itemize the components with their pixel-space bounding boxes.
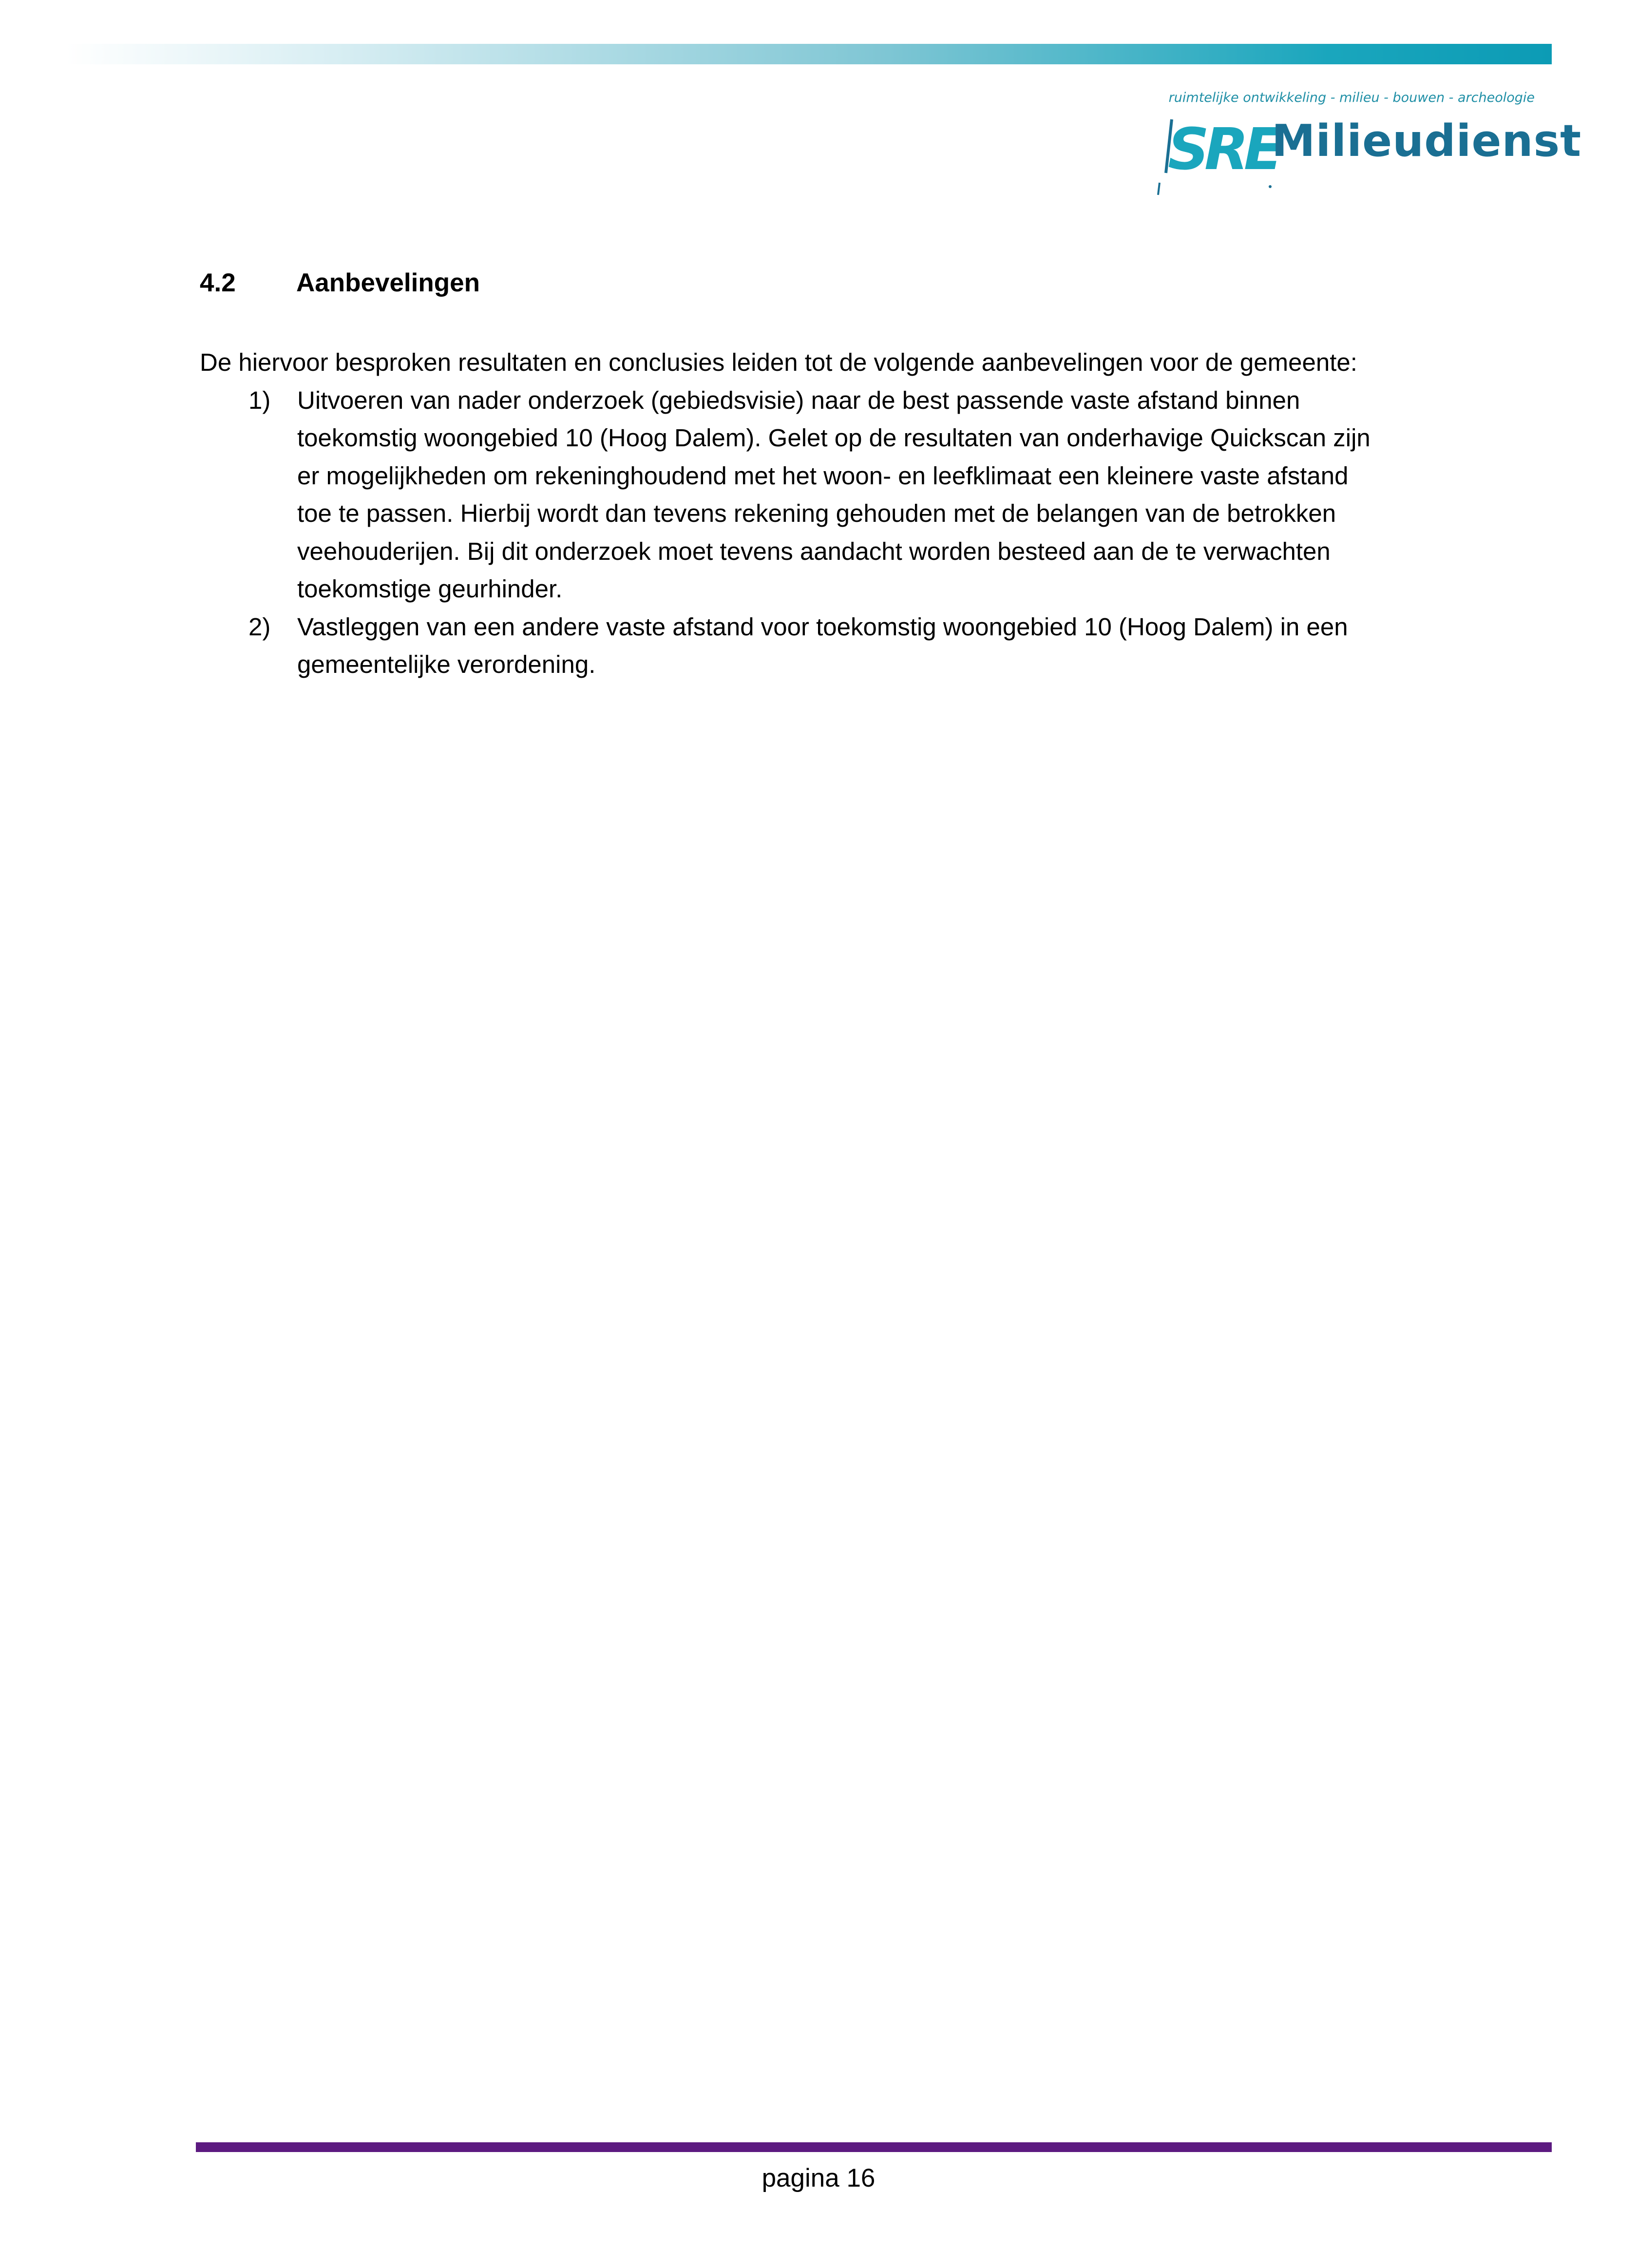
document-body bbox=[200, 343, 1389, 684]
sre-logo-icon bbox=[1157, 114, 1278, 192]
sre-milieudienst-logo bbox=[1157, 114, 1582, 192]
recommendations-list bbox=[200, 381, 1389, 684]
list-item bbox=[200, 608, 1389, 684]
header-gradient-bar bbox=[66, 44, 1552, 64]
section-heading bbox=[200, 268, 480, 298]
sre-logo-letters: SRE bbox=[1168, 115, 1278, 183]
intro-paragraph: De hiervoor besproken resultaten en conclusies leiden tot de volgende aanbevelingen voor de gemeente: bbox=[200, 348, 1357, 376]
list-item-number: 1) bbox=[248, 386, 271, 414]
list-item bbox=[200, 381, 1389, 608]
logo-wordmark: Milieudienst bbox=[1272, 115, 1582, 167]
list-item-text: Uitvoeren van nader onderzoek (gebiedsvisie) naar de best passende vaste afstand binnen toekomstig woongebied 10 (Hoog Dalem). Gelet op de resultaten van onderhavige Quickscan zijn er mogelijkheden om rekeninghoudend met het woon- en leefklimaat een kleinere vaste afstand toe te passen. Hierbij wordt dan tevens rekening gehouden met de belangen van de betrokken veehouderijen. Bij dit onderzoek moet tevens aandacht worden besteed aan de te verwachten toekomstige geurhinder. bbox=[297, 386, 1371, 603]
section-number: 4.2 bbox=[200, 268, 236, 297]
page-number: pagina 16 bbox=[761, 2164, 876, 2192]
list-item-text: Vastleggen van een andere vaste afstand voor toekomstig woongebied 10 (Hoog Dalem) in een gemeentelijke verordening. bbox=[297, 612, 1348, 678]
section-title: Aanbevelingen bbox=[296, 268, 480, 297]
header-tagline: ruimtelijke ontwikkeling - milieu - bouwen - archeologie bbox=[1168, 90, 1535, 105]
list-item-number: 2) bbox=[248, 612, 271, 641]
footer-divider bbox=[196, 2142, 1552, 2152]
